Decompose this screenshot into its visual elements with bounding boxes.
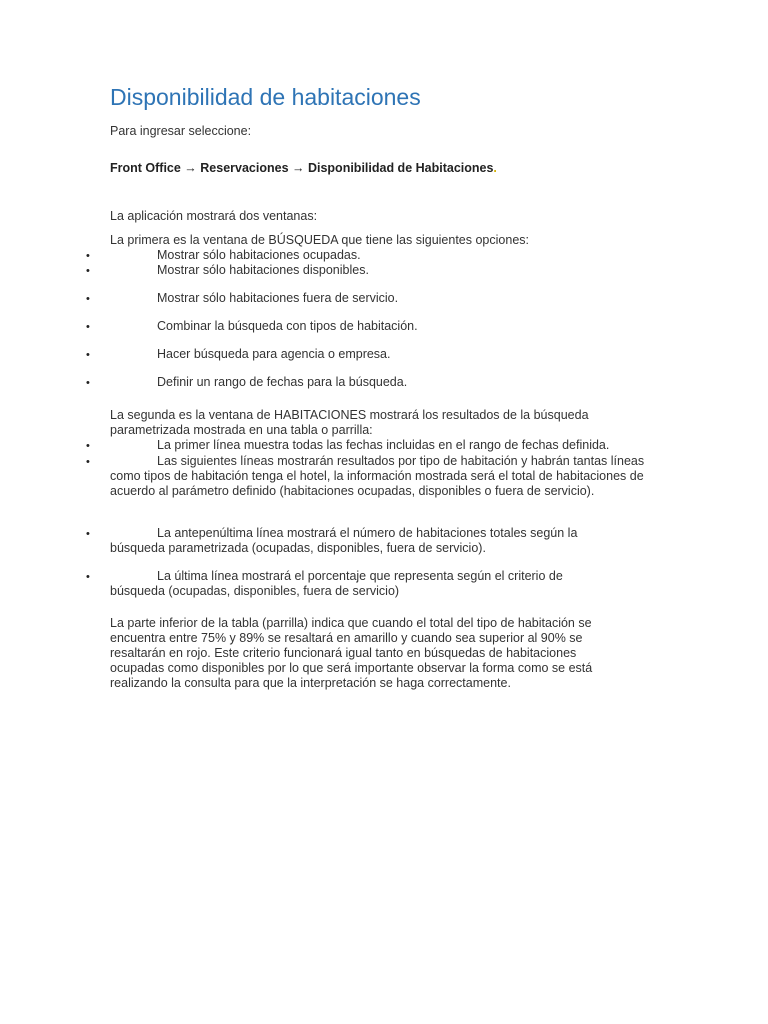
bullet-icon: • xyxy=(86,571,90,583)
bullet-icon: • xyxy=(86,528,90,540)
grid-line-item: Las siguientes líneas mostrarán resultados por tipo de habitación y habrán tantas líneas como tipos de habitación tenga el hotel, la información mostrada será el total de habitaciones de acuerdo al parámetro definido (habitaciones ocupadas, disponibles o fuera de servicio). xyxy=(110,454,645,498)
search-option: Hacer búsqueda para agencia o empresa. xyxy=(157,347,391,361)
grid-line-item: La última línea mostrará el porcentaje que representa según el criterio de búsqueda (ocupadas, disponibles, fuera de servicio) xyxy=(110,569,563,598)
bullet-icon: • xyxy=(86,265,90,277)
search-option: Mostrar sólo habitaciones fuera de servicio. xyxy=(157,291,399,305)
footer-paragraph: La parte inferior de la tabla (parrilla) indica que cuando el total del tipo de habitación se encuentra entre 75% y 89% se resaltará en amarillo y cuando sea superior al 90% se resaltarán en rojo. Este criterio funcionará igual tanto en búsquedas de habitaciones ocupadas como disponibles por lo que será importante observar la forma como se está realizando la consulta para que la interpretación se haga correctamente. xyxy=(110,616,593,690)
search-option: Mostrar sólo habitaciones ocupadas. xyxy=(157,248,361,262)
navigation-path-end: . xyxy=(493,161,497,175)
navigation-path xyxy=(110,161,497,176)
intro-text: Para ingresar seleccione: xyxy=(110,124,252,138)
first-window-text: La primera es la ventana de BÚSQUEDA que tiene las siguientes opciones: xyxy=(110,233,529,247)
search-option: Combinar la búsqueda con tipos de habitación. xyxy=(157,319,418,333)
search-option: Mostrar sólo habitaciones disponibles. xyxy=(157,263,369,277)
second-window-text: La segunda es la ventana de HABITACIONES mostrará los resultados de la búsqueda parametrizada mostrada en una tabla o parrilla: xyxy=(110,408,589,437)
bullet-icon: • xyxy=(86,321,90,333)
search-option: Definir un rango de fechas para la búsqueda. xyxy=(157,375,408,389)
bullet-icon: • xyxy=(86,456,90,468)
app-shows-text: La aplicación mostrará dos ventanas: xyxy=(110,209,318,223)
bullet-icon: • xyxy=(86,377,90,389)
navigation-path-text: Front Office → Reservaciones → Disponibilidad de Habitaciones xyxy=(110,161,494,175)
bullet-icon: • xyxy=(86,250,90,262)
bullet-icon: • xyxy=(86,293,90,305)
bullet-icon: • xyxy=(86,440,90,452)
bullet-icon: • xyxy=(86,349,90,361)
page-title: Disponibilidad de habitaciones xyxy=(110,84,421,110)
grid-line-item: La primer línea muestra todas las fechas incluidas en el rango de fechas definida. xyxy=(157,438,610,452)
grid-line-item: La antepenúltima línea mostrará el número de habitaciones totales según la búsqueda parametrizada (ocupadas, disponibles, fuera de servicio). xyxy=(110,526,578,555)
